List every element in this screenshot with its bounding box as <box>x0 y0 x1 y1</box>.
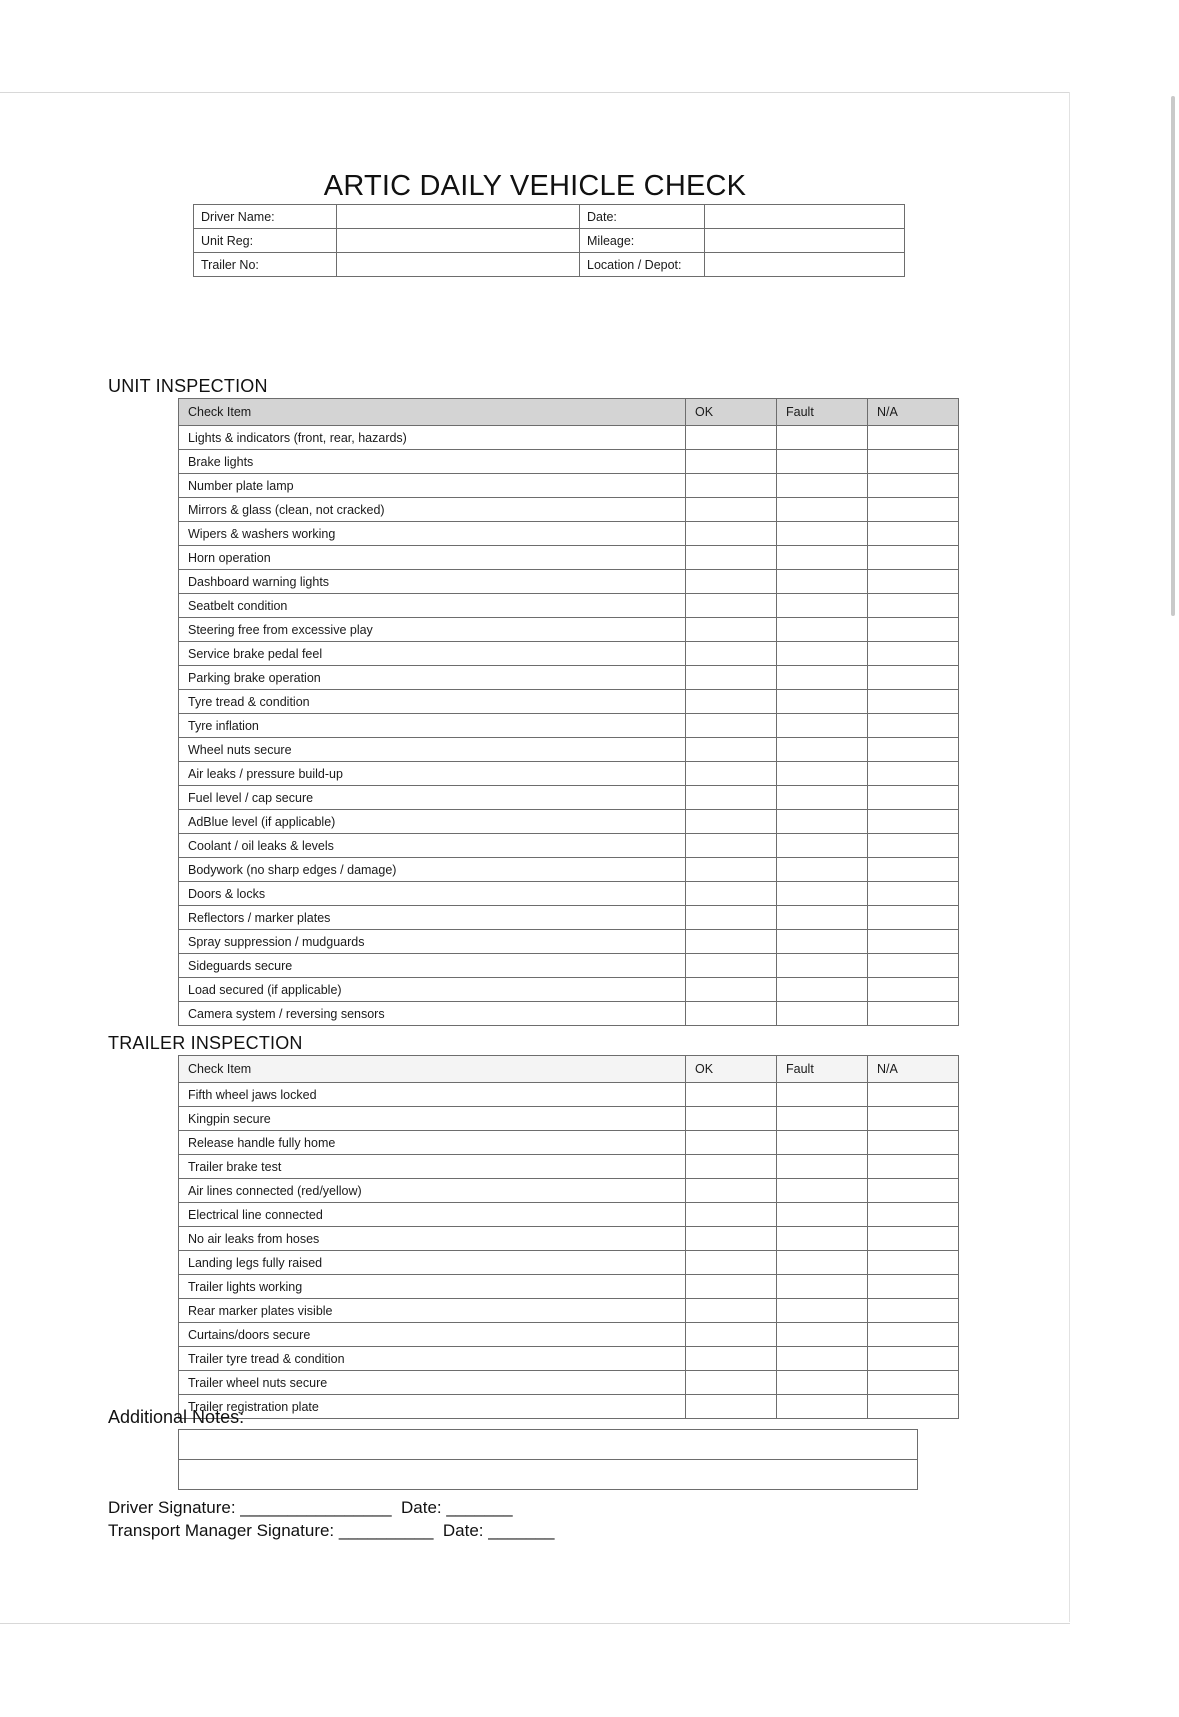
trailer-check-label: Trailer tyre tread & condition <box>179 1347 686 1371</box>
trailer-check-fault-cell[interactable] <box>777 1251 868 1275</box>
trailer-check-fault-cell[interactable] <box>777 1395 868 1419</box>
unit-check-fault-cell[interactable] <box>777 474 868 498</box>
unit-check-na-cell[interactable] <box>868 978 959 1002</box>
unit-check-ok-cell[interactable] <box>686 474 777 498</box>
vehicle-info-body <box>194 205 905 277</box>
unit-check-ok-cell[interactable] <box>686 786 777 810</box>
unit-check-na-cell[interactable] <box>868 426 959 450</box>
trailer-check-row <box>179 1323 959 1347</box>
trailer-check-fault-cell[interactable] <box>777 1323 868 1347</box>
unit-check-label: Steering free from excessive play <box>179 618 686 642</box>
trailer-table-body <box>179 1083 959 1419</box>
trailer-check-ok-cell[interactable] <box>686 1227 777 1251</box>
trailer-check-ok-cell[interactable] <box>686 1395 777 1419</box>
unit-check-na-cell[interactable] <box>868 690 959 714</box>
unit-check-row <box>179 594 959 618</box>
unit-check-ok-cell[interactable] <box>686 522 777 546</box>
trailer-col-na: N/A <box>868 1056 959 1083</box>
unit-check-row <box>179 666 959 690</box>
trailer-check-na-cell[interactable] <box>868 1083 959 1107</box>
trailer-check-row <box>179 1251 959 1275</box>
trailer-check-ok-cell[interactable] <box>686 1371 777 1395</box>
unit-check-row <box>179 642 959 666</box>
unit-check-fault-cell[interactable] <box>777 930 868 954</box>
trailer-check-na-cell[interactable] <box>868 1155 959 1179</box>
unit-check-ok-cell[interactable] <box>686 762 777 786</box>
unit-check-row <box>179 858 959 882</box>
unit-check-fault-cell[interactable] <box>777 618 868 642</box>
unit-check-fault-cell[interactable] <box>777 738 868 762</box>
unit-check-row <box>179 498 959 522</box>
info-label-right: Date: <box>580 205 705 229</box>
unit-check-fault-cell[interactable] <box>777 786 868 810</box>
unit-check-row <box>179 570 959 594</box>
trailer-table-head <box>179 1056 959 1083</box>
unit-check-fault-cell[interactable] <box>777 426 868 450</box>
unit-check-na-cell[interactable] <box>868 666 959 690</box>
unit-check-ok-cell[interactable] <box>686 666 777 690</box>
trailer-check-label: No air leaks from hoses <box>179 1227 686 1251</box>
unit-check-label: Spray suppression / mudguards <box>179 930 686 954</box>
trailer-check-ok-cell[interactable] <box>686 1275 777 1299</box>
unit-check-label: Coolant / oil leaks & levels <box>179 834 686 858</box>
unit-check-row <box>179 714 959 738</box>
unit-inspection-table <box>178 398 959 1026</box>
trailer-col-check-item: Check Item <box>179 1056 686 1083</box>
unit-check-label: Seatbelt condition <box>179 594 686 618</box>
unit-check-row <box>179 954 959 978</box>
trailer-check-na-cell[interactable] <box>868 1203 959 1227</box>
unit-check-na-cell[interactable] <box>868 570 959 594</box>
notes-row <box>179 1460 918 1490</box>
unit-check-label: Tyre inflation <box>179 714 686 738</box>
unit-check-row <box>179 978 959 1002</box>
trailer-check-row <box>179 1227 959 1251</box>
unit-check-na-cell[interactable] <box>868 450 959 474</box>
trailer-check-na-cell[interactable] <box>868 1179 959 1203</box>
trailer-check-fault-cell[interactable] <box>777 1371 868 1395</box>
trailer-col-fault: Fault <box>777 1056 868 1083</box>
trailer-check-ok-cell[interactable] <box>686 1107 777 1131</box>
unit-check-label: Bodywork (no sharp edges / damage) <box>179 858 686 882</box>
page-right-gutter <box>1069 92 1179 1622</box>
trailer-check-label: Electrical line connected <box>179 1203 686 1227</box>
unit-check-fault-cell[interactable] <box>777 1002 868 1026</box>
unit-check-ok-cell[interactable] <box>686 594 777 618</box>
unit-check-label: Sideguards secure <box>179 954 686 978</box>
unit-check-fault-cell[interactable] <box>777 954 868 978</box>
unit-check-na-cell[interactable] <box>868 786 959 810</box>
unit-check-fault-cell[interactable] <box>777 714 868 738</box>
unit-check-na-cell[interactable] <box>868 906 959 930</box>
unit-check-ok-cell[interactable] <box>686 906 777 930</box>
additional-notes-body <box>179 1430 918 1490</box>
unit-check-row <box>179 426 959 450</box>
trailer-check-label: Kingpin secure <box>179 1107 686 1131</box>
unit-check-row <box>179 690 959 714</box>
info-value-left[interactable] <box>337 229 580 253</box>
trailer-check-label: Trailer wheel nuts secure <box>179 1371 686 1395</box>
unit-check-fault-cell[interactable] <box>777 666 868 690</box>
trailer-check-row <box>179 1083 959 1107</box>
trailer-check-na-cell[interactable] <box>868 1251 959 1275</box>
trailer-check-na-cell[interactable] <box>868 1347 959 1371</box>
info-label-right: Location / Depot: <box>580 253 705 277</box>
unit-check-label: Tyre tread & condition <box>179 690 686 714</box>
trailer-check-fault-cell[interactable] <box>777 1275 868 1299</box>
trailer-check-label: Trailer registration plate <box>179 1395 686 1419</box>
info-value-right[interactable] <box>705 253 905 277</box>
unit-check-ok-cell[interactable] <box>686 570 777 594</box>
unit-check-na-cell[interactable] <box>868 1002 959 1026</box>
unit-check-ok-cell[interactable] <box>686 642 777 666</box>
unit-check-fault-cell[interactable] <box>777 522 868 546</box>
trailer-check-row <box>179 1155 959 1179</box>
unit-check-ok-cell[interactable] <box>686 810 777 834</box>
unit-table-header-row <box>179 399 959 426</box>
unit-check-row <box>179 738 959 762</box>
unit-col-ok: OK <box>686 399 777 426</box>
unit-check-fault-cell[interactable] <box>777 570 868 594</box>
unit-check-label: Number plate lamp <box>179 474 686 498</box>
unit-check-na-cell[interactable] <box>868 474 959 498</box>
unit-check-label: Air leaks / pressure build-up <box>179 762 686 786</box>
info-value-right[interactable] <box>705 205 905 229</box>
unit-check-label: Mirrors & glass (clean, not cracked) <box>179 498 686 522</box>
trailer-check-ok-cell[interactable] <box>686 1299 777 1323</box>
unit-check-fault-cell[interactable] <box>777 810 868 834</box>
info-value-left[interactable] <box>337 205 580 229</box>
trailer-check-fault-cell[interactable] <box>777 1083 868 1107</box>
unit-check-ok-cell[interactable] <box>686 618 777 642</box>
unit-check-fault-cell[interactable] <box>777 498 868 522</box>
unit-check-fault-cell[interactable] <box>777 642 868 666</box>
unit-check-row <box>179 762 959 786</box>
unit-table-body <box>179 426 959 1026</box>
unit-check-ok-cell[interactable] <box>686 498 777 522</box>
unit-check-row <box>179 522 959 546</box>
unit-check-row <box>179 882 959 906</box>
notes-input-cell[interactable] <box>179 1460 918 1490</box>
trailer-inspection-heading: TRAILER INSPECTION <box>108 1033 303 1053</box>
trailer-col-ok: OK <box>686 1056 777 1083</box>
trailer-check-row <box>179 1275 959 1299</box>
trailer-check-ok-cell[interactable] <box>686 1347 777 1371</box>
unit-check-ok-cell[interactable] <box>686 858 777 882</box>
unit-check-label: Dashboard warning lights <box>179 570 686 594</box>
notes-row <box>179 1430 918 1460</box>
unit-check-ok-cell[interactable] <box>686 714 777 738</box>
unit-check-fault-cell[interactable] <box>777 882 868 906</box>
trailer-check-row <box>179 1203 959 1227</box>
trailer-check-row <box>179 1299 959 1323</box>
trailer-check-row <box>179 1179 959 1203</box>
unit-check-fault-cell[interactable] <box>777 762 868 786</box>
unit-check-na-cell[interactable] <box>868 882 959 906</box>
info-label-left: Unit Reg: <box>194 229 337 253</box>
trailer-check-fault-cell[interactable] <box>777 1227 868 1251</box>
vehicle-info-row <box>194 229 905 253</box>
trailer-check-na-cell[interactable] <box>868 1131 959 1155</box>
unit-check-ok-cell[interactable] <box>686 954 777 978</box>
unit-check-ok-cell[interactable] <box>686 450 777 474</box>
unit-check-na-cell[interactable] <box>868 618 959 642</box>
additional-notes-box <box>178 1429 918 1490</box>
unit-check-row <box>179 834 959 858</box>
unit-check-row <box>179 474 959 498</box>
unit-check-ok-cell[interactable] <box>686 546 777 570</box>
unit-check-na-cell[interactable] <box>868 930 959 954</box>
page-top-band <box>0 0 1179 92</box>
trailer-check-label: Curtains/doors secure <box>179 1323 686 1347</box>
manager-signature-line: Transport Manager Signature: __________ Date: _______ <box>108 1521 555 1540</box>
trailer-check-label: Rear marker plates visible <box>179 1299 686 1323</box>
info-value-right[interactable] <box>705 229 905 253</box>
page-title: ARTIC DAILY VEHICLE CHECK <box>323 170 747 202</box>
unit-check-row <box>179 450 959 474</box>
unit-check-ok-cell[interactable] <box>686 1002 777 1026</box>
unit-col-check-item: Check Item <box>179 399 686 426</box>
unit-check-ok-cell[interactable] <box>686 690 777 714</box>
unit-check-na-cell[interactable] <box>868 762 959 786</box>
unit-check-label: Fuel level / cap secure <box>179 786 686 810</box>
info-label-left: Driver Name: <box>194 205 337 229</box>
unit-check-ok-cell[interactable] <box>686 738 777 762</box>
trailer-table-header-row <box>179 1056 959 1083</box>
unit-check-label: Brake lights <box>179 450 686 474</box>
trailer-check-fault-cell[interactable] <box>777 1347 868 1371</box>
unit-check-row <box>179 930 959 954</box>
unit-check-label: Horn operation <box>179 546 686 570</box>
trailer-check-fault-cell[interactable] <box>777 1179 868 1203</box>
unit-check-row <box>179 810 959 834</box>
unit-check-ok-cell[interactable] <box>686 882 777 906</box>
unit-check-fault-cell[interactable] <box>777 834 868 858</box>
trailer-check-row <box>179 1131 959 1155</box>
trailer-check-row <box>179 1347 959 1371</box>
trailer-check-row <box>179 1395 959 1419</box>
unit-check-label: Load secured (if applicable) <box>179 978 686 1002</box>
info-label-left: Trailer No: <box>194 253 337 277</box>
unit-check-fault-cell[interactable] <box>777 594 868 618</box>
trailer-check-label: Trailer brake test <box>179 1155 686 1179</box>
unit-check-row <box>179 906 959 930</box>
trailer-check-ok-cell[interactable] <box>686 1251 777 1275</box>
vehicle-info-row <box>194 205 905 229</box>
unit-check-ok-cell[interactable] <box>686 426 777 450</box>
unit-check-ok-cell[interactable] <box>686 834 777 858</box>
unit-check-fault-cell[interactable] <box>777 690 868 714</box>
info-label-right: Mileage: <box>580 229 705 253</box>
unit-check-label: Doors & locks <box>179 882 686 906</box>
trailer-check-label: Air lines connected (red/yellow) <box>179 1179 686 1203</box>
trailer-check-fault-cell[interactable] <box>777 1131 868 1155</box>
unit-check-label: Lights & indicators (front, rear, hazards) <box>179 426 686 450</box>
unit-check-na-cell[interactable] <box>868 498 959 522</box>
trailer-check-label: Fifth wheel jaws locked <box>179 1083 686 1107</box>
unit-inspection-heading: UNIT INSPECTION <box>108 376 268 396</box>
trailer-check-row <box>179 1371 959 1395</box>
unit-check-row <box>179 618 959 642</box>
trailer-check-fault-cell[interactable] <box>777 1299 868 1323</box>
trailer-check-na-cell[interactable] <box>868 1107 959 1131</box>
unit-check-na-cell[interactable] <box>868 954 959 978</box>
unit-check-label: Reflectors / marker plates <box>179 906 686 930</box>
unit-check-label: AdBlue level (if applicable) <box>179 810 686 834</box>
unit-check-na-cell[interactable] <box>868 546 959 570</box>
trailer-check-ok-cell[interactable] <box>686 1179 777 1203</box>
unit-check-row <box>179 546 959 570</box>
unit-check-fault-cell[interactable] <box>777 546 868 570</box>
trailer-check-na-cell[interactable] <box>868 1227 959 1251</box>
notes-input-cell[interactable] <box>179 1430 918 1460</box>
unit-check-label: Wheel nuts secure <box>179 738 686 762</box>
trailer-check-na-cell[interactable] <box>868 1323 959 1347</box>
vehicle-info-table <box>193 204 905 277</box>
unit-check-na-cell[interactable] <box>868 522 959 546</box>
trailer-check-na-cell[interactable] <box>868 1299 959 1323</box>
unit-check-na-cell[interactable] <box>868 642 959 666</box>
unit-check-label: Camera system / reversing sensors <box>179 1002 686 1026</box>
trailer-check-ok-cell[interactable] <box>686 1323 777 1347</box>
unit-check-na-cell[interactable] <box>868 810 959 834</box>
vertical-scrollbar-thumb[interactable] <box>1171 96 1175 616</box>
unit-table-head <box>179 399 959 426</box>
additional-notes-heading: Additional Notes: <box>108 1407 245 1427</box>
unit-check-label: Service brake pedal feel <box>179 642 686 666</box>
unit-check-label: Wipers & washers working <box>179 522 686 546</box>
unit-check-fault-cell[interactable] <box>777 858 868 882</box>
trailer-check-ok-cell[interactable] <box>686 1131 777 1155</box>
unit-check-label: Parking brake operation <box>179 666 686 690</box>
unit-check-na-cell[interactable] <box>868 738 959 762</box>
trailer-inspection-table <box>178 1055 959 1419</box>
trailer-check-fault-cell[interactable] <box>777 1155 868 1179</box>
trailer-check-na-cell[interactable] <box>868 1395 959 1419</box>
trailer-check-ok-cell[interactable] <box>686 1083 777 1107</box>
unit-check-fault-cell[interactable] <box>777 978 868 1002</box>
trailer-check-fault-cell[interactable] <box>777 1203 868 1227</box>
document-content <box>0 92 1070 1622</box>
trailer-check-label: Release handle fully home <box>179 1131 686 1155</box>
unit-check-na-cell[interactable] <box>868 858 959 882</box>
unit-check-fault-cell[interactable] <box>777 906 868 930</box>
unit-check-row <box>179 1002 959 1026</box>
trailer-check-ok-cell[interactable] <box>686 1155 777 1179</box>
trailer-check-na-cell[interactable] <box>868 1275 959 1299</box>
vehicle-info-row <box>194 253 905 277</box>
driver-signature-line: Driver Signature: ________________ Date: _______ <box>108 1498 513 1517</box>
unit-check-fault-cell[interactable] <box>777 450 868 474</box>
trailer-check-ok-cell[interactable] <box>686 1203 777 1227</box>
unit-check-row <box>179 786 959 810</box>
unit-check-ok-cell[interactable] <box>686 930 777 954</box>
info-value-left[interactable] <box>337 253 580 277</box>
unit-check-na-cell[interactable] <box>868 594 959 618</box>
trailer-check-label: Landing legs fully raised <box>179 1251 686 1275</box>
trailer-check-label: Trailer lights working <box>179 1275 686 1299</box>
unit-col-fault: Fault <box>777 399 868 426</box>
unit-check-na-cell[interactable] <box>868 714 959 738</box>
unit-col-na: N/A <box>868 399 959 426</box>
trailer-check-na-cell[interactable] <box>868 1371 959 1395</box>
unit-check-ok-cell[interactable] <box>686 978 777 1002</box>
unit-check-na-cell[interactable] <box>868 834 959 858</box>
trailer-check-row <box>179 1107 959 1131</box>
trailer-check-fault-cell[interactable] <box>777 1107 868 1131</box>
